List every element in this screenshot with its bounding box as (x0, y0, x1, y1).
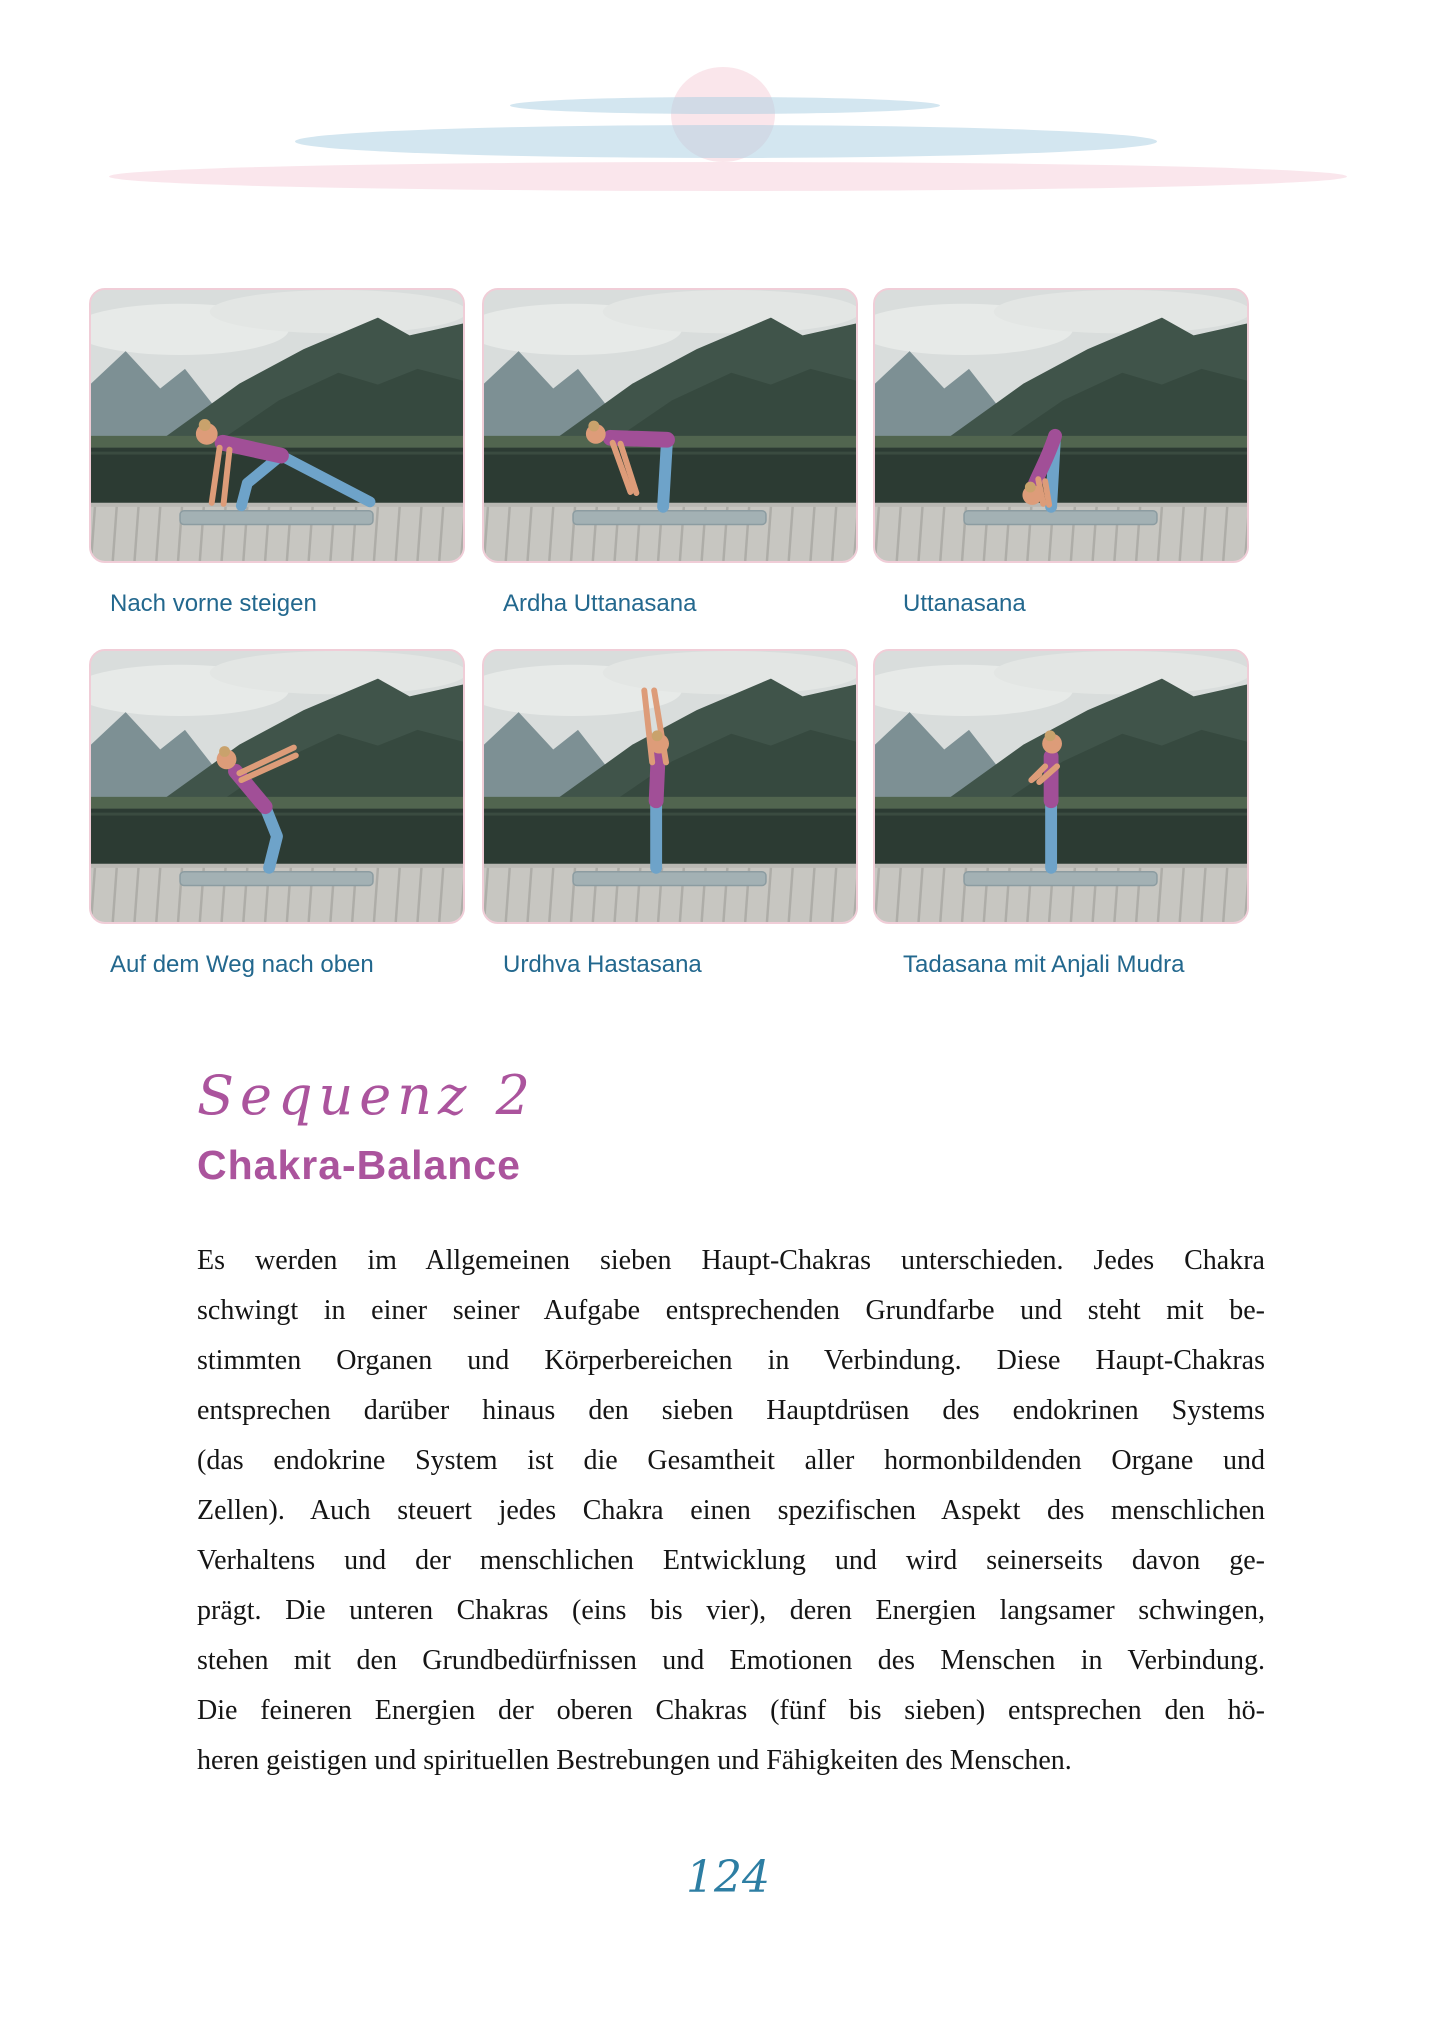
body-paragraph (197, 1236, 1265, 1786)
script-title: Sequenz 2 (197, 1064, 537, 1127)
body-line: stimmten Organen und Körperbereichen in Verbindung. Diese Haupt-Chakras (197, 1345, 1265, 1376)
pose-card (482, 288, 858, 618)
pose-caption: Uttanasana (903, 590, 1026, 617)
step-forward-figure-illustration (91, 290, 463, 561)
body-line: prägt. Die unteren Chakras (eins bis vier), deren Energien langsamer schwingen, (197, 1595, 1265, 1626)
yoga-pose-photo (89, 288, 465, 563)
yoga-pose-photo (482, 649, 858, 924)
body-line: Es werden im Allgemeinen sieben Haupt-Chakras unterschieden. Jedes Chakra (197, 1245, 1265, 1276)
body-line: heren geistigen und spirituellen Bestrebungen und Fähigkeiten des Menschen. (197, 1745, 1072, 1776)
pose-caption: Ardha Uttanasana (503, 590, 697, 617)
body-line: entsprechen darüber hinaus den sieben Hauptdrüsen des endokrinen Systems (197, 1395, 1265, 1426)
pose-caption: Nach vorne steigen (110, 590, 317, 617)
deco-blue-ellipse-medium (295, 125, 1157, 158)
section-heading (197, 1060, 536, 1189)
section-title: Chakra-Balance (197, 1142, 521, 1188)
body-line: schwingt in einer seiner Aufgabe entsprechenden Grundfarbe und steht mit be- (197, 1295, 1265, 1326)
pose-caption: Auf dem Weg nach oben (110, 951, 374, 978)
pose-caption: Urdhva Hastasana (503, 951, 702, 978)
body-line: Zellen). Auch steuert jedes Chakra einen spezifischen Aspekt des menschlichen (197, 1495, 1265, 1526)
deco-blue-ellipse-small (510, 97, 940, 114)
body-line: (das endokrine System ist die Gesamtheit aller hormonbildenden Organe und (197, 1445, 1265, 1476)
pose-card (482, 649, 858, 979)
arms-up-figure-illustration (484, 651, 856, 922)
prayer-figure-illustration (875, 651, 1247, 922)
yoga-pose-photo (89, 649, 465, 924)
yoga-pose-photo (482, 288, 858, 563)
pose-card (873, 649, 1249, 979)
page-number: 124 (686, 1852, 770, 1903)
forward-fold-figure-illustration (875, 290, 1247, 561)
deco-pink-ellipse-large (109, 162, 1347, 191)
yoga-pose-photo (873, 649, 1249, 924)
body-line: Die feineren Energien der oberen Chakras (fünf bis sieben) entsprechen den hö- (197, 1695, 1265, 1726)
half-fold-figure-illustration (484, 290, 856, 561)
body-line: Verhaltens und der menschlichen Entwicklung und wird seinerseits davon ge- (197, 1545, 1265, 1576)
pose-card (873, 288, 1249, 618)
body-line: stehen mit den Grundbedürfnissen und Emotionen des Menschen in Verbindung. (197, 1645, 1265, 1676)
pose-caption: Tadasana mit Anjali Mudra (903, 951, 1185, 978)
yoga-pose-photo (873, 288, 1249, 563)
pose-card (89, 288, 465, 618)
pose-card (89, 649, 465, 979)
rising-up-figure-illustration (91, 651, 463, 922)
